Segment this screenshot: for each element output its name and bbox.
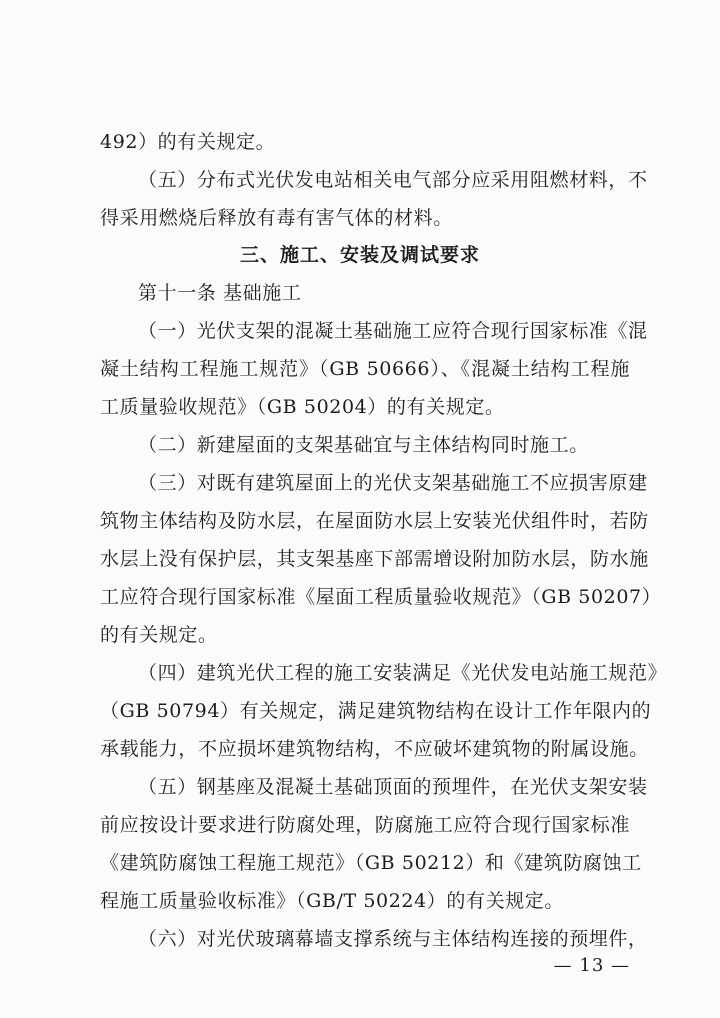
text-line: （三）对既有建筑屋面上的光伏支架基础施工不应损害原建	[138, 472, 648, 494]
text-line: 承载能力，不应损坏建筑物结构，不应破坏建筑物的附属设施。	[100, 738, 649, 760]
text-line: （五）钢基座及混凝土基础顶面的预埋件，在光伏支架安装	[138, 776, 648, 798]
text-line: 水层上没有保护层，其支架基座下部需增设附加防水层，防水施	[100, 548, 649, 570]
text-line: 492）的有关规定。	[100, 131, 276, 153]
text-line: （五）分布式光伏发电站相关电气部分应采用阻燃材料，不	[138, 169, 648, 191]
text-line: （四）建筑光伏工程的施工安装满足《光伏发电站施工规范》	[138, 662, 668, 684]
text-line: 工质量验收规范》（GB 50204）的有关规定。	[100, 396, 505, 418]
text-line: （一）光伏支架的混凝土基础施工应符合现行国家标准《混	[138, 320, 648, 342]
text-line: 《建筑防腐蚀工程施工规范》（GB 50212）和《建筑防腐蚀工	[100, 852, 642, 874]
page-number: — 13 —	[553, 955, 630, 976]
text-line: 工应符合现行国家标准《屋面工程质量验收规范》（GB 50207）	[100, 586, 662, 608]
text-line: （二）新建屋面的支架基础宜与主体结构同时施工。	[138, 434, 589, 456]
text-line: 凝土结构工程施工规范》（GB 50666）、《混凝土结构工程施	[100, 358, 630, 380]
text-line: 筑物主体结构及防水层，在屋面防水层上安装光伏组件时，若防	[100, 510, 649, 532]
text-line: （六）对光伏玻璃幕墙支撑系统与主体结构连接的预埋件，	[138, 928, 648, 950]
text-line: 前应按设计要求进行防腐处理，防腐施工应符合现行国家标准	[100, 814, 630, 836]
article-title: 第十一条 基础施工	[138, 282, 302, 304]
text-line: （GB 50794）有关规定，满足建筑物结构在设计工作年限内的	[100, 700, 652, 722]
text-line: 的有关规定。	[100, 624, 218, 646]
text-line: 得采用燃烧后释放有毒有害气体的材料。	[100, 207, 453, 229]
section-heading: 三、施工、安装及调试要求	[239, 244, 480, 266]
text-line: 程施工质量验收标准》（GB/T 50224）的有关规定。	[100, 890, 564, 912]
